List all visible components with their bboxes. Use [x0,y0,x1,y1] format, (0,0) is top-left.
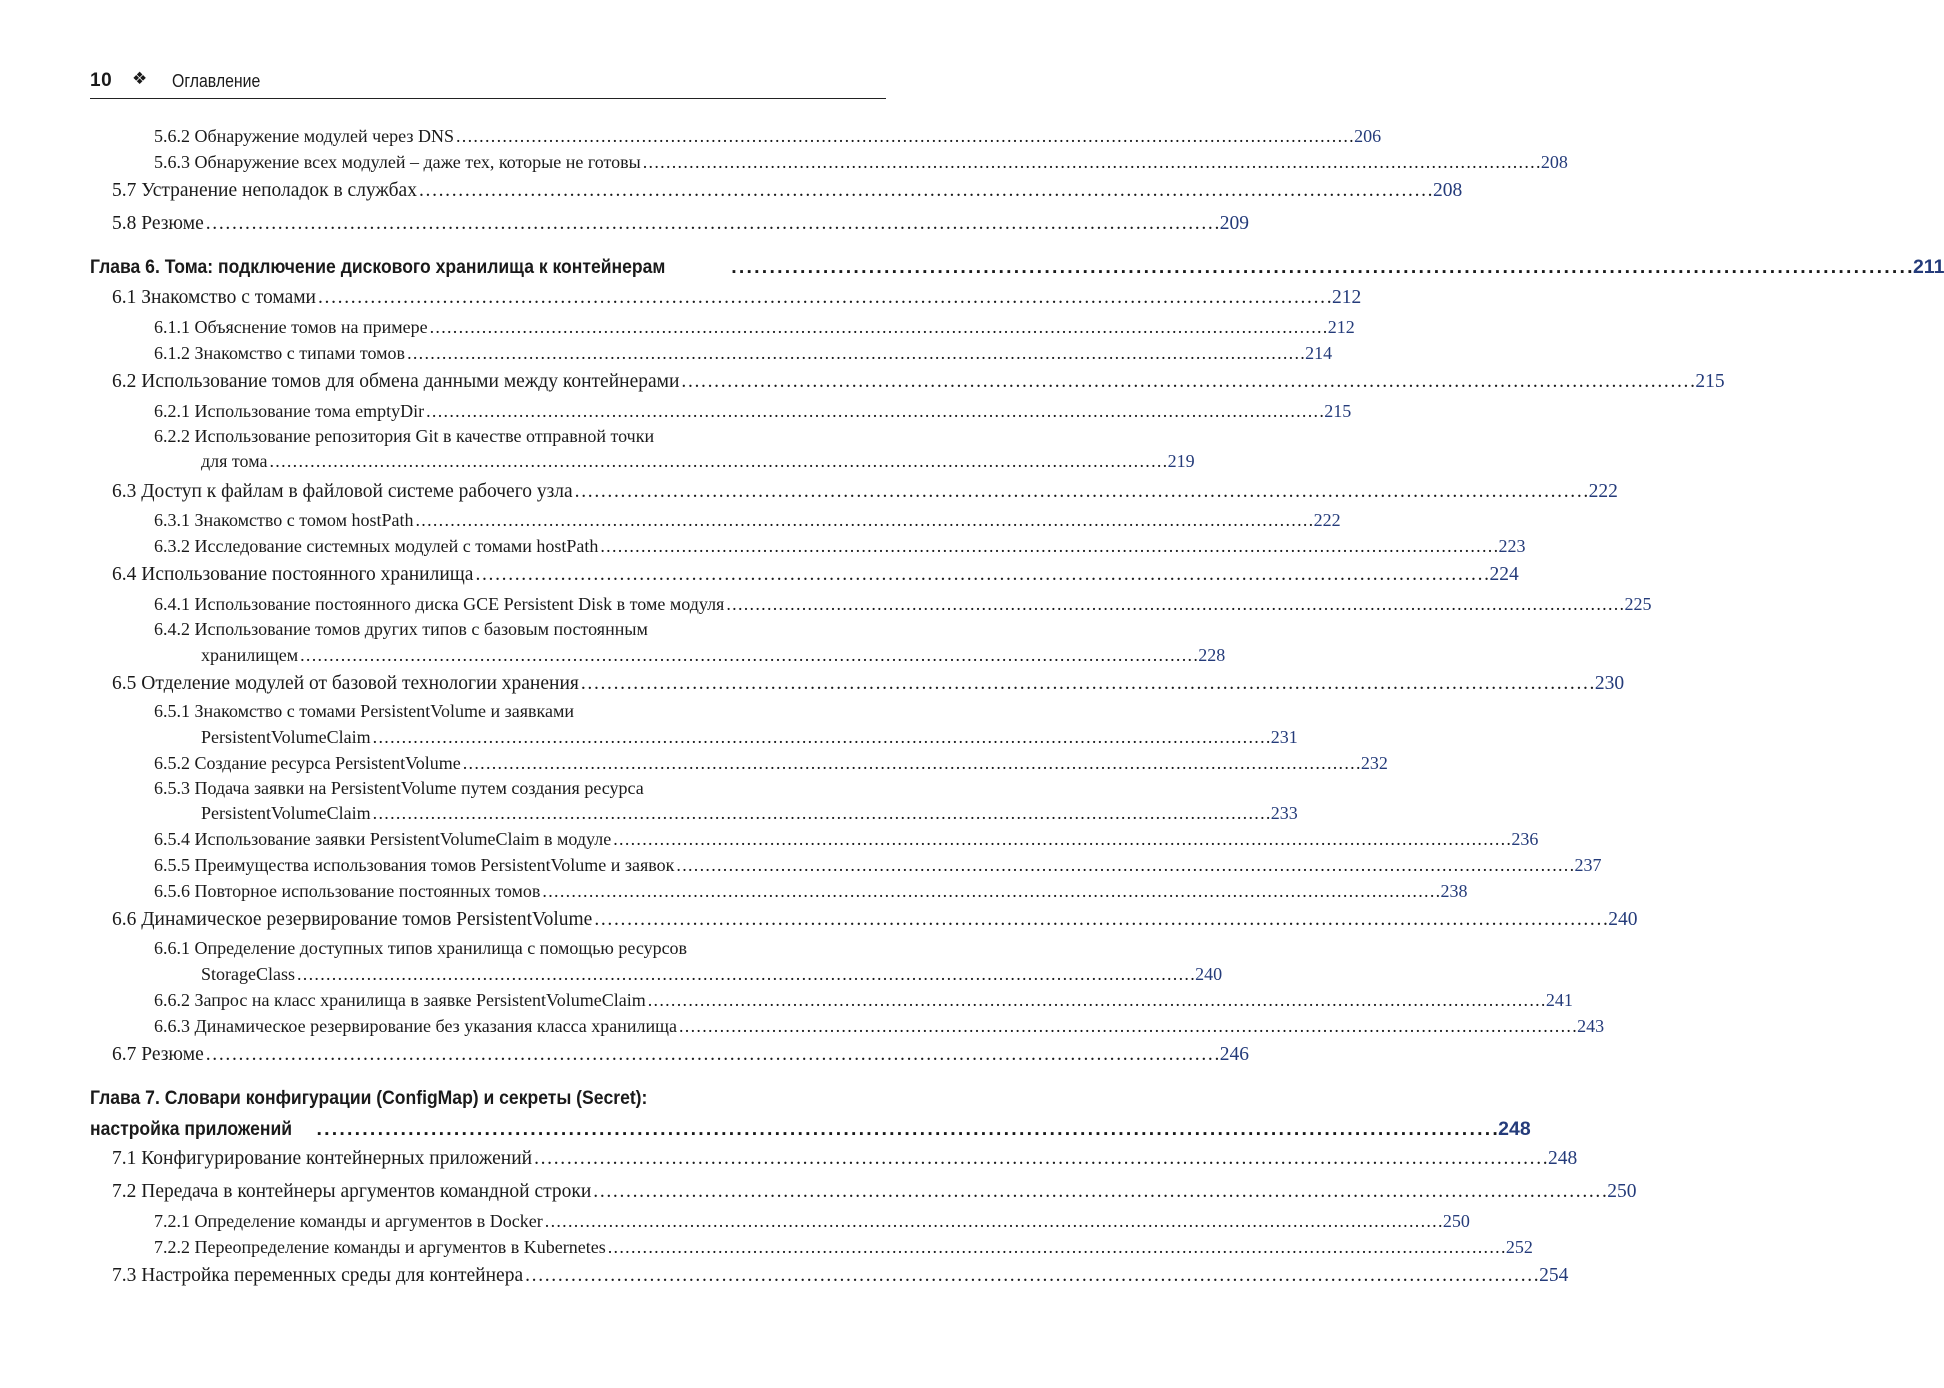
toc-entry-title: 7.2 Передача в контейнеры аргументов командной строки [112,1181,592,1202]
dot-leader [407,343,1303,364]
toc-page-number: 231 [1270,727,1298,747]
toc-entry[interactable] [201,451,1195,472]
toc-page-number: 214 [1305,343,1333,363]
toc-entry-title: 6.2 Использование томов для обмена данными между контейнерами [112,371,680,392]
toc-entry[interactable] [112,564,1519,586]
dot-leader [300,645,1196,666]
toc-entry-title: 6.1 Знакомство с томами [112,287,316,308]
toc-entry-title: 6.5.6 Повторное использование постоянных томов [154,881,541,901]
dot-leader [600,536,1496,557]
toc-entry-title: 7.2.2 Переопределение команды и аргументов в Kubernetes [154,1237,606,1257]
toc-entry-title-line: 6.4.2 Использование томов других типов с базовым постоянным [154,619,648,639]
toc-page-number: 236 [1511,829,1539,849]
toc-page-number: 243 [1577,1016,1605,1036]
toc-entry-title: 7.1 Конфигурирование контейнерных приложений [112,1148,533,1169]
toc-page-number: 237 [1574,855,1602,875]
toc-page-number: 209 [1219,213,1249,234]
toc-entry-title: 6.3.2 Исследование системных модулей с томами hostPath [154,536,599,556]
toc-entry[interactable] [112,481,1618,503]
toc-entry-title: 6.7 Резюме [112,1044,204,1065]
chapter-title: настройка приложений [90,1118,293,1140]
toc-entry[interactable] [154,753,1388,774]
chapter-page-number: 248 [1498,1118,1531,1140]
toc-page-number: 250 [1442,1211,1470,1231]
toc-entry-title: 6.5.2 Создание ресурса PersistentVolume [154,753,461,773]
toc-entry-title: 5.6.3 Обнаружение всех модулей – даже тех, которые не готовы [154,152,641,172]
toc-page-number: 232 [1360,753,1388,773]
toc-entry[interactable] [112,1044,1249,1066]
toc-entry[interactable] [201,964,1223,985]
dot-leader [575,481,1587,503]
toc-entry[interactable] [154,510,1341,531]
dot-leader [475,564,1487,586]
toc-entry-title: хранилищем [201,645,299,665]
toc-entry-title: PersistentVolumeClaim [201,727,371,747]
toc-page-number: 222 [1588,481,1618,502]
dot-leader [726,594,1622,615]
toc-entry[interactable] [112,371,1725,393]
toc-entry[interactable] [112,213,1249,235]
toc-entry[interactable] [154,829,1539,850]
dot-leader [297,964,1193,985]
toc-entry[interactable] [112,673,1625,695]
toc-page-number: 248 [1548,1148,1578,1169]
dot-leader [426,401,1322,422]
dot-leader [316,1118,1496,1141]
toc-page-number: 219 [1167,451,1195,471]
page-number: 10 [90,70,113,91]
dot-leader [681,371,1693,393]
toc-page-number: 215 [1695,371,1725,392]
toc-entry-title: 6.6.2 Запрос на класс хранилища в заявке PersistentVolumeClaim [154,990,646,1010]
toc-entry-title: 6.6.3 Динамическое резервирование без указания класса хранилища [154,1016,677,1036]
toc-entry[interactable] [154,536,1526,557]
dot-leader [525,1265,1537,1287]
toc-entry-title: 6.1.2 Знакомство с типами томов [154,343,406,363]
toc-page-number: 223 [1498,536,1526,556]
toc-entry-title: StorageClass [201,964,295,984]
dot-leader [269,451,1165,472]
dot-leader [463,753,1359,774]
toc-entry[interactable] [112,287,1362,309]
toc-entry-title-line: 6.5.3 Подача заявки на PersistentVolume путем создания ресурса [154,778,644,798]
toc-page-number: 206 [1354,126,1382,146]
toc-page-number: 224 [1489,564,1519,585]
toc-entry[interactable] [112,180,1463,202]
toc-entry[interactable] [154,152,1568,173]
toc-entry-title: 6.5.4 Использование заявки PersistentVolumeClaim в модуле [154,829,612,849]
toc-entry[interactable] [201,645,1226,666]
dot-leader [594,909,1606,931]
dot-leader [613,829,1509,850]
chapter-title: Глава 6. Тома: подключение дискового хранилища к контейнерам [90,256,666,278]
toc-entry[interactable] [154,343,1333,364]
toc-entry[interactable] [154,317,1355,338]
toc-page-number: 212 [1327,317,1355,337]
dot-leader [318,287,1330,309]
dot-leader [415,510,1311,531]
toc-entry-title: 6.2.1 Использование тома emptyDir [154,401,425,421]
dot-leader [581,673,1593,695]
ornament-icon: ❖ [132,69,148,88]
toc-page-number: 241 [1545,990,1573,1010]
toc-page-number: 228 [1198,645,1226,665]
toc-entry-title: 5.6.2 Обнаружение модулей через DNS [154,126,454,146]
toc-entry-title: для тома [201,451,268,471]
toc-entry[interactable] [154,855,1602,876]
toc-page-number: 212 [1331,287,1362,308]
dot-leader [676,855,1572,876]
toc-page-number: 222 [1313,510,1341,530]
toc-page-number: 225 [1624,594,1652,614]
dot-leader [542,881,1438,902]
toc-entry-title: 6.5 Отделение модулей от базовой технологии хранения [112,673,579,694]
dot-leader [419,180,1431,202]
dot-leader [373,803,1269,824]
toc-page-number: 230 [1594,673,1625,694]
toc-entry-title-line: 6.5.1 Знакомство с томами PersistentVolume и заявками [154,701,574,721]
dot-leader [648,990,1544,1011]
toc-entry[interactable] [201,803,1298,824]
toc-entry-title: 6.5.5 Преимущества использования томов PersistentVolume и заявок [154,855,675,875]
toc-page-number: 208 [1540,152,1568,172]
toc-entry-title: 5.7 Устранение неполадок в службах [112,180,417,201]
toc-entry-title: 7.3 Настройка переменных среды для контейнера [112,1265,524,1286]
toc-entry[interactable] [154,126,1382,147]
chapter-title-line: Глава 7. Словари конфигурации (ConfigMap) и секреты (Secret): [90,1087,648,1109]
chapter-entry[interactable] [90,1118,1531,1141]
dot-leader [679,1016,1575,1037]
toc-page-number: 252 [1505,1237,1533,1257]
toc-page-number: 240 [1195,964,1223,984]
toc-entry[interactable] [154,881,1468,902]
toc-entry[interactable] [201,727,1298,748]
toc-entry-title: 6.4 Использование постоянного хранилища [112,564,474,585]
toc-page-number: 240 [1608,909,1638,930]
running-section-title: Оглавление [172,71,261,91]
chapter-entry[interactable] [90,256,1944,279]
toc-entry-title: 6.3 Доступ к файлам в файловой системе рабочего узла [112,481,573,502]
toc-entry-title: 6.4.1 Использование постоянного диска GCE Persistent Disk в томе модуля [154,594,725,614]
toc-entry[interactable] [154,1211,1470,1232]
toc-page-number: 246 [1219,1044,1249,1065]
toc-entry[interactable] [154,990,1573,1011]
toc-entry-title: 6.1.1 Объяснение томов на примере [154,317,428,337]
dot-leader [593,1181,1605,1203]
toc-entry-title: 6.6 Динамическое резервирование томов PersistentVolume [112,909,593,930]
dot-leader [206,1044,1218,1066]
dot-leader [643,152,1539,173]
toc-page-number: 208 [1432,180,1463,201]
toc-entry[interactable] [154,594,1652,615]
dot-leader [430,317,1326,338]
toc-page-number: 233 [1270,803,1298,823]
toc-entry[interactable] [112,909,1638,931]
toc-page-number: 254 [1539,1265,1569,1286]
toc-entry[interactable] [112,1181,1637,1203]
chapter-page-number: 211 [1912,256,1944,278]
toc-page-number: 238 [1440,881,1468,901]
dot-leader [456,126,1352,147]
toc-entry[interactable] [154,1016,1605,1037]
dot-leader [206,213,1218,235]
toc-entry[interactable] [112,1265,1569,1287]
toc-entry-title-line: 6.6.1 Определение доступных типов хранилища с помощью ресурсов [154,938,688,958]
toc-entry-title: 5.8 Резюме [112,213,204,234]
dot-leader [545,1211,1441,1232]
toc-entry-title-line: 6.2.2 Использование репозитория Git в качестве отправной точки [154,426,655,446]
toc-entry-title: 6.3.1 Знакомство с томом hostPath [154,510,414,530]
toc-page-number: 215 [1324,401,1352,421]
dot-leader [608,1237,1504,1258]
toc-entry[interactable] [112,1148,1578,1170]
dot-leader [534,1148,1546,1170]
dot-leader [731,256,1911,279]
toc-entry-title: PersistentVolumeClaim [201,803,371,823]
toc-entry[interactable] [154,401,1352,422]
toc-entry-title: 7.2.1 Определение команды и аргументов в Docker [154,1211,543,1231]
dot-leader [373,727,1269,748]
toc-page-number: 250 [1607,1181,1637,1202]
toc-entry[interactable] [154,1237,1533,1258]
